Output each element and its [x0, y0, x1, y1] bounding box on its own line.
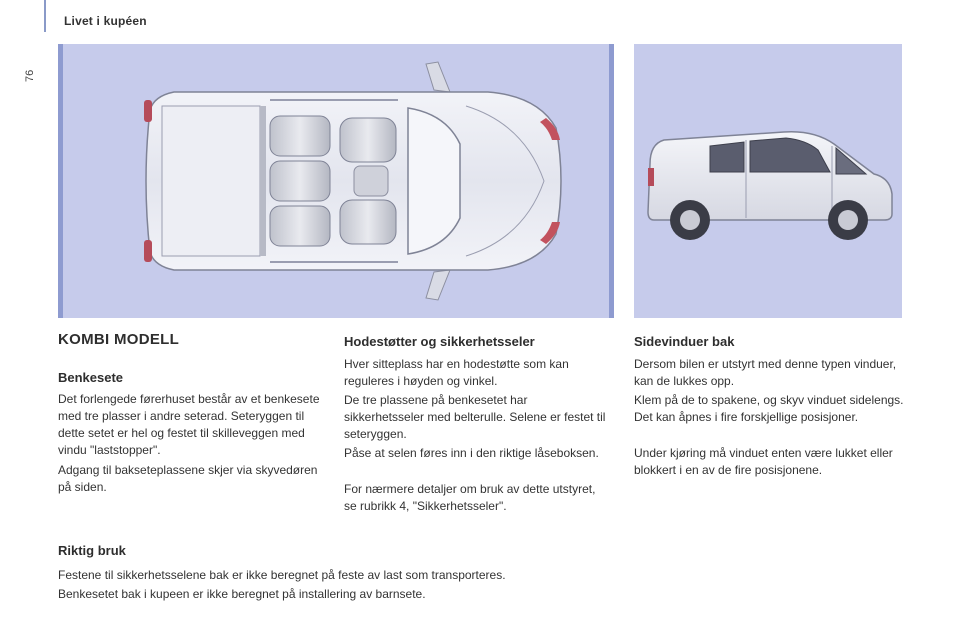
benkesete-paragraph-2: Adgang til bakseteplassene skjer via skyvedøren på siden.: [58, 463, 318, 494]
sidevinduer-paragraph-2: Klem på de to spakene, og skyv vinduet sidelengs. Det kan åpnes i fire forskjellige posisjoner.: [634, 393, 904, 424]
benkesete-heading: Benkesete: [58, 370, 124, 385]
van-side-view-drawing: [634, 44, 902, 318]
figure-border-left: [58, 44, 63, 318]
page-number: 76: [24, 69, 36, 82]
riktig-bruk-paragraph-2: Benkesetet bak i kupeen er ikke beregnet på installering av barnsete.: [58, 587, 426, 601]
hodestotter-paragraph-4: For nærmere detaljer om bruk av dette utstyret, se rubrikk 4, "Sikkerhetsseler".: [344, 482, 596, 513]
hodestotter-paragraph-2: De tre plassene på benkesetet har sikkerhetsseler med belterulle. Selene er festet til seteryggen.: [344, 393, 606, 441]
figure-border-right: [609, 44, 614, 318]
riktig-bruk-paragraph-1: Festene til sikkerhetsselene bak er ikke beregnet på feste av last som transporteres.: [58, 568, 506, 582]
sidevinduer-heading: Sidevinduer bak: [634, 334, 735, 349]
sidevinduer-paragraph-3: Under kjøring må vinduet enten være lukket eller blokkert i en av de fire posisjonene.: [634, 446, 893, 477]
van-side-view-illustration: [634, 44, 902, 318]
riktig-bruk-heading: Riktig bruk: [58, 543, 126, 558]
hodestotter-paragraph-1: Hver sitteplass har en hodestøtte som kan reguleres i høyden og vinkel.: [344, 357, 569, 388]
section-label: Livet i kupéen: [64, 14, 147, 28]
section-rule: [44, 0, 46, 32]
benkesete-paragraph-1: Det forlengede førerhuset består av et benkesete med tre plasser i andre seterad. Seteryggen til dette setet er hel og festet til skilleveggen med vindu "laststopper".: [58, 392, 320, 457]
hodestotter-heading: Hodestøtter og sikkerhetsseler: [344, 334, 535, 349]
van-top-view-drawing: [58, 44, 614, 318]
hodestotter-paragraph-3: Påse at selen føres inn i den riktige låseboksen.: [344, 446, 599, 460]
sidevinduer-paragraph-1: Dersom bilen er utstyrt med denne typen vinduer, kan de lukkes opp.: [634, 357, 897, 388]
van-top-view-illustration: [58, 44, 614, 318]
rear-bench-seats: [270, 116, 330, 246]
kombi-title: KOMBI MODELL: [58, 331, 180, 348]
